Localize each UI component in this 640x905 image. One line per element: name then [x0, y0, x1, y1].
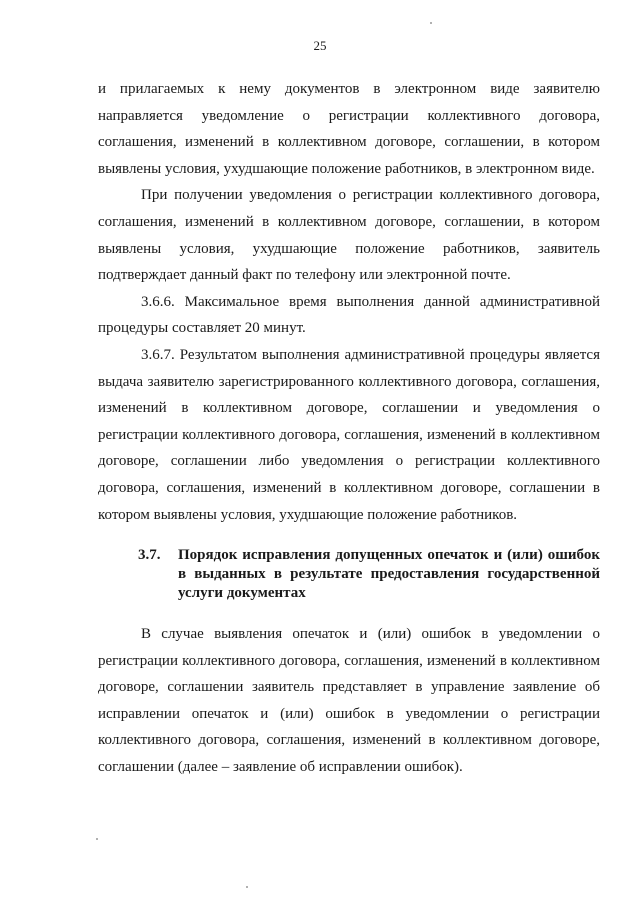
page-number: 25 [313, 38, 327, 53]
paragraph-notification-receipt: При получении уведомления о регистрации коллективного договора, соглашения, изменений в коллективном договоре, соглашении, в котором выявлены условия, ухудшающие положение работников, заявитель подтверждает данный факт по телефону или электронной почте. [98, 187, 600, 284]
section-heading-3-7 [98, 546, 600, 603]
section-title: Порядок исправления допущенных опечаток и (или) ошибок в выданных в результате предоставления государственной услуги документах [178, 547, 600, 602]
paragraph-3-6-7: 3.6.7. Результатом выполнения административной процедуры является выдача заявителю зарегистрированного коллективного договора, соглашения, изменений в коллективном договоре, соглашении и уведомления о регистрации коллективного договора, соглашения, изменений в коллективном договоре, соглашении либо уведомления о регистрации коллективного договора, соглашения, изменений в коллективном договоре, соглашении в котором выявлены условия, ухудшающие положение работников. [98, 346, 600, 523]
scan-speck [430, 22, 432, 24]
paragraph-3-6-6: 3.6.6. Максимальное время выполнения данной административной процедуры составляет 20 минут. [98, 293, 600, 337]
paragraph-error-correction: В случае выявления опечаток и (или) ошибок в уведомлении о регистрации коллективного договора, соглашения, изменений в коллективном договоре, соглашении заявитель представляет в управление заявление об исправлении опечаток и (или) ошибок в уведомлении о регистрации коллективного договора, соглашения, изменений в коллективном договоре, соглашении (далее – заявление об исправлении ошибок). [98, 626, 600, 776]
scan-speck [96, 838, 98, 840]
scan-speck [246, 886, 248, 888]
paragraph-continuation: и прилагаемых к нему документов в электронном виде заявителю направляется уведомление о регистрации коллективного договора, соглашения, изменений в коллективном договоре, соглашении, в котором выявлены условия, ухудшающие положение работников, в электронном виде. [98, 81, 600, 177]
section-number: 3.7. [138, 547, 161, 564]
document-body [98, 76, 600, 781]
